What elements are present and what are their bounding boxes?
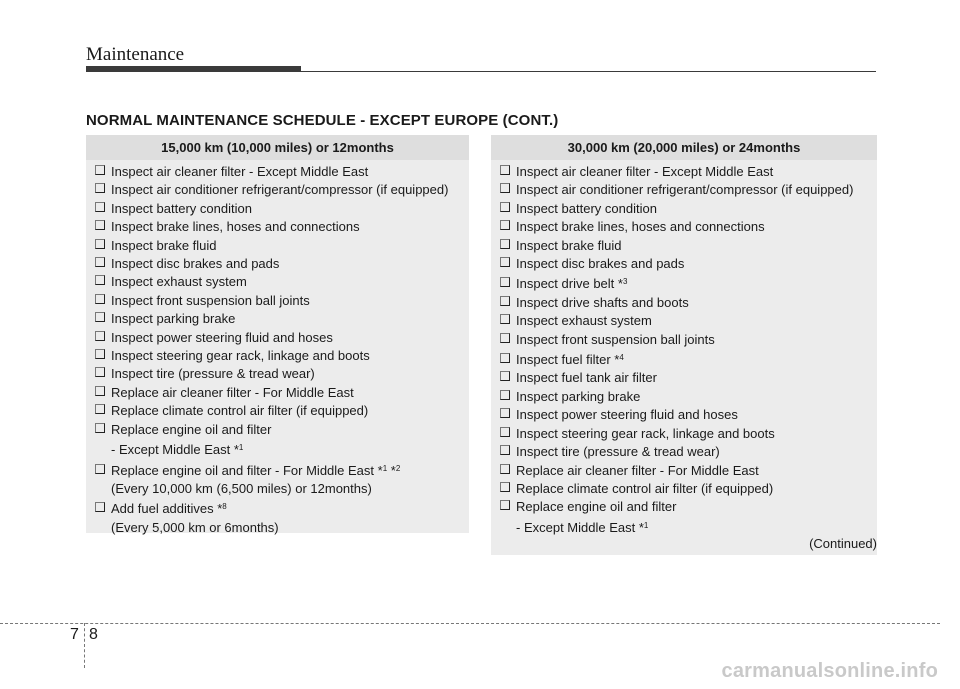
list-item [500,181,877,199]
footnote-sup: 4 [619,353,624,363]
oil-sub-text: - Except Middle East * [516,519,644,535]
list-item [500,237,877,255]
checkbox-icon [500,333,510,343]
list-item-label: Inspect air conditioner refrigerant/compressor (if equipped) [111,182,449,198]
list-item-label: Inspect power steering fluid and hoses [111,329,333,345]
oil-sub-text: - Except Middle East * [111,442,239,458]
list-item [500,294,877,312]
checkbox-icon [500,427,510,437]
checkbox-icon [500,296,510,306]
right-schedule-panel [491,135,877,555]
checkbox-icon [95,386,105,396]
list-item-label: Replace air cleaner filter - For Middle East [516,462,759,478]
footnote-sup: 1 [238,443,244,453]
checkbox-icon [500,239,510,249]
list-item-label: Replace climate control air filter (if equipped) [516,480,774,496]
list-item-sub: (Every 5,000 km or 6months) [111,519,279,535]
list-item-label: Inspect parking brake [516,388,641,404]
list-item-label: Inspect brake lines, hoses and connections [516,219,765,235]
list-item [95,365,469,383]
list-item-label: Inspect exhaust system [111,274,247,290]
list-item [500,443,877,461]
list-item-label: Inspect steering gear rack, linkage and boots [516,425,775,441]
footer-divider [0,623,940,624]
footnote-sup: 3 [622,277,628,287]
list-item-label: Inspect drive belt *$^3$ [516,276,628,292]
checkbox-icon [500,500,510,510]
list-item-label: Inspect steering gear rack, linkage and boots [111,348,370,364]
list-item-label: Replace climate control air filter (if equipped) [111,403,369,419]
list-item [500,312,877,330]
list-item-label: Inspect power steering fluid and hoses [516,407,738,423]
checkbox-icon [95,257,105,267]
list-item-label: Inspect drive shafts and boots [516,294,689,310]
checkbox-icon [500,183,510,193]
list-item [95,347,469,365]
list-item-label: Inspect fuel tank air filter [516,370,657,386]
list-item [95,163,469,181]
list-item-label: Inspect disc brakes and pads [111,256,280,272]
footnote-sup: 1 [382,463,388,473]
list-item [500,480,877,498]
list-item [95,218,469,236]
list-item-label: Inspect battery condition [111,200,252,216]
list-item [500,331,877,349]
list-item [95,460,469,480]
list-item-label: Inspect exhaust system [516,313,652,329]
checkbox-icon [95,464,105,474]
list-item-label: Inspect battery condition [516,200,657,216]
checkbox-icon [500,314,510,324]
list-item-label: Inspect parking brake [111,311,236,327]
left-schedule-panel [86,135,469,533]
list-item [500,388,877,406]
checkbox-icon [95,423,105,433]
list-item-label: Replace engine oil and filter - For Middle East *$^1$ *$^2$ [111,462,401,478]
checkbox-icon [500,220,510,230]
list-item-label: Add fuel additives *$^8$ [111,501,227,517]
checkbox-icon [95,220,105,230]
list-item-sub [95,439,469,459]
continued-label: (Continued) [809,536,877,551]
list-item [95,181,469,199]
list-item-label: Inspect front suspension ball joints [111,292,310,308]
header-bar-thick [86,66,301,72]
right-panel-heading: 30,000 km (20,000 miles) or 24months [491,135,877,160]
list-item-label: Inspect tire (pressure & tread wear) [516,444,720,460]
list-item [95,384,469,402]
list-item [95,498,469,518]
list-item [95,255,469,273]
checkbox-icon [500,482,510,492]
list-item [500,349,877,369]
checkbox-icon [95,165,105,175]
list-item-sub: (Every 10,000 km (6,500 miles) or 12months) [111,480,372,496]
checkbox-icon [500,464,510,474]
footnote-sup: 2 [395,463,401,473]
checkbox-icon [95,367,105,377]
checkbox-icon [95,349,105,359]
list-item [95,273,469,291]
list-item-label: Inspect tire (pressure & tread wear) [111,366,315,382]
checkbox-icon [500,202,510,212]
checkbox-icon [500,408,510,418]
list-item-label: Replace air cleaner filter - For Middle East [111,384,354,400]
checkbox-icon [95,404,105,414]
list-item [95,421,469,439]
list-item [500,273,877,293]
list-item-label: Inspect front suspension ball joints [516,331,715,347]
list-item [500,255,877,273]
list-item-label: Inspect brake lines, hoses and connections [111,219,360,235]
list-item [500,406,877,424]
list-item-label: Replace engine oil and filter [111,421,272,437]
chapter-number: 7 [70,626,79,643]
checkbox-icon [95,331,105,341]
checkbox-icon [95,183,105,193]
checkbox-icon [500,390,510,400]
checkbox-icon [95,502,105,512]
list-item-label: Inspect disc brakes and pads [516,256,685,272]
checkbox-icon [95,239,105,249]
footnote-sup: 1 [643,520,649,530]
checkbox-icon [95,312,105,322]
list-item [95,402,469,420]
list-item [500,425,877,443]
checkbox-icon [95,294,105,304]
checkbox-icon [95,202,105,212]
list-item-label: Inspect air cleaner filter - Except Middle East [111,164,369,179]
list-item-label: Inspect brake fluid [111,237,217,253]
list-item-label: Inspect brake fluid [516,237,622,253]
footer-page-divider [84,623,85,668]
list-item-label: Inspect air cleaner filter - Except Middle East [516,164,774,179]
list-item [95,292,469,310]
list-item [500,163,877,181]
list-item [95,200,469,218]
list-item-sub [500,517,877,537]
list-item [500,498,877,516]
list-item [500,218,877,236]
list-item [500,200,877,218]
list-item [500,462,877,480]
page-number: 8 [89,626,98,643]
left-panel-body [86,160,469,537]
right-panel-body [491,160,877,537]
list-item-label: Inspect fuel filter *$^4$ [516,352,624,368]
watermark: carmanualsonline.info [721,660,938,682]
footnote-sup: 8 [222,502,227,512]
header-bar-thin [301,71,876,72]
left-panel-heading: 15,000 km (10,000 miles) or 12months [86,135,469,160]
list-item [500,369,877,387]
checkbox-icon [500,257,510,267]
list-item-label: Inspect air conditioner refrigerant/compressor (if equipped) [516,182,854,198]
list-item [95,329,469,347]
list-item-label: Replace engine oil and filter [516,499,677,515]
checkbox-icon [500,277,510,287]
list-item [95,237,469,255]
section-title: NORMAL MAINTENANCE SCHEDULE - EXCEPT EUROPE (CONT.) [86,112,559,129]
checkbox-icon [500,371,510,381]
list-item [95,310,469,328]
checkbox-icon [500,353,510,363]
checkbox-icon [95,275,105,285]
header-title: Maintenance [86,44,185,65]
checkbox-icon [500,165,510,175]
checkbox-icon [500,445,510,455]
